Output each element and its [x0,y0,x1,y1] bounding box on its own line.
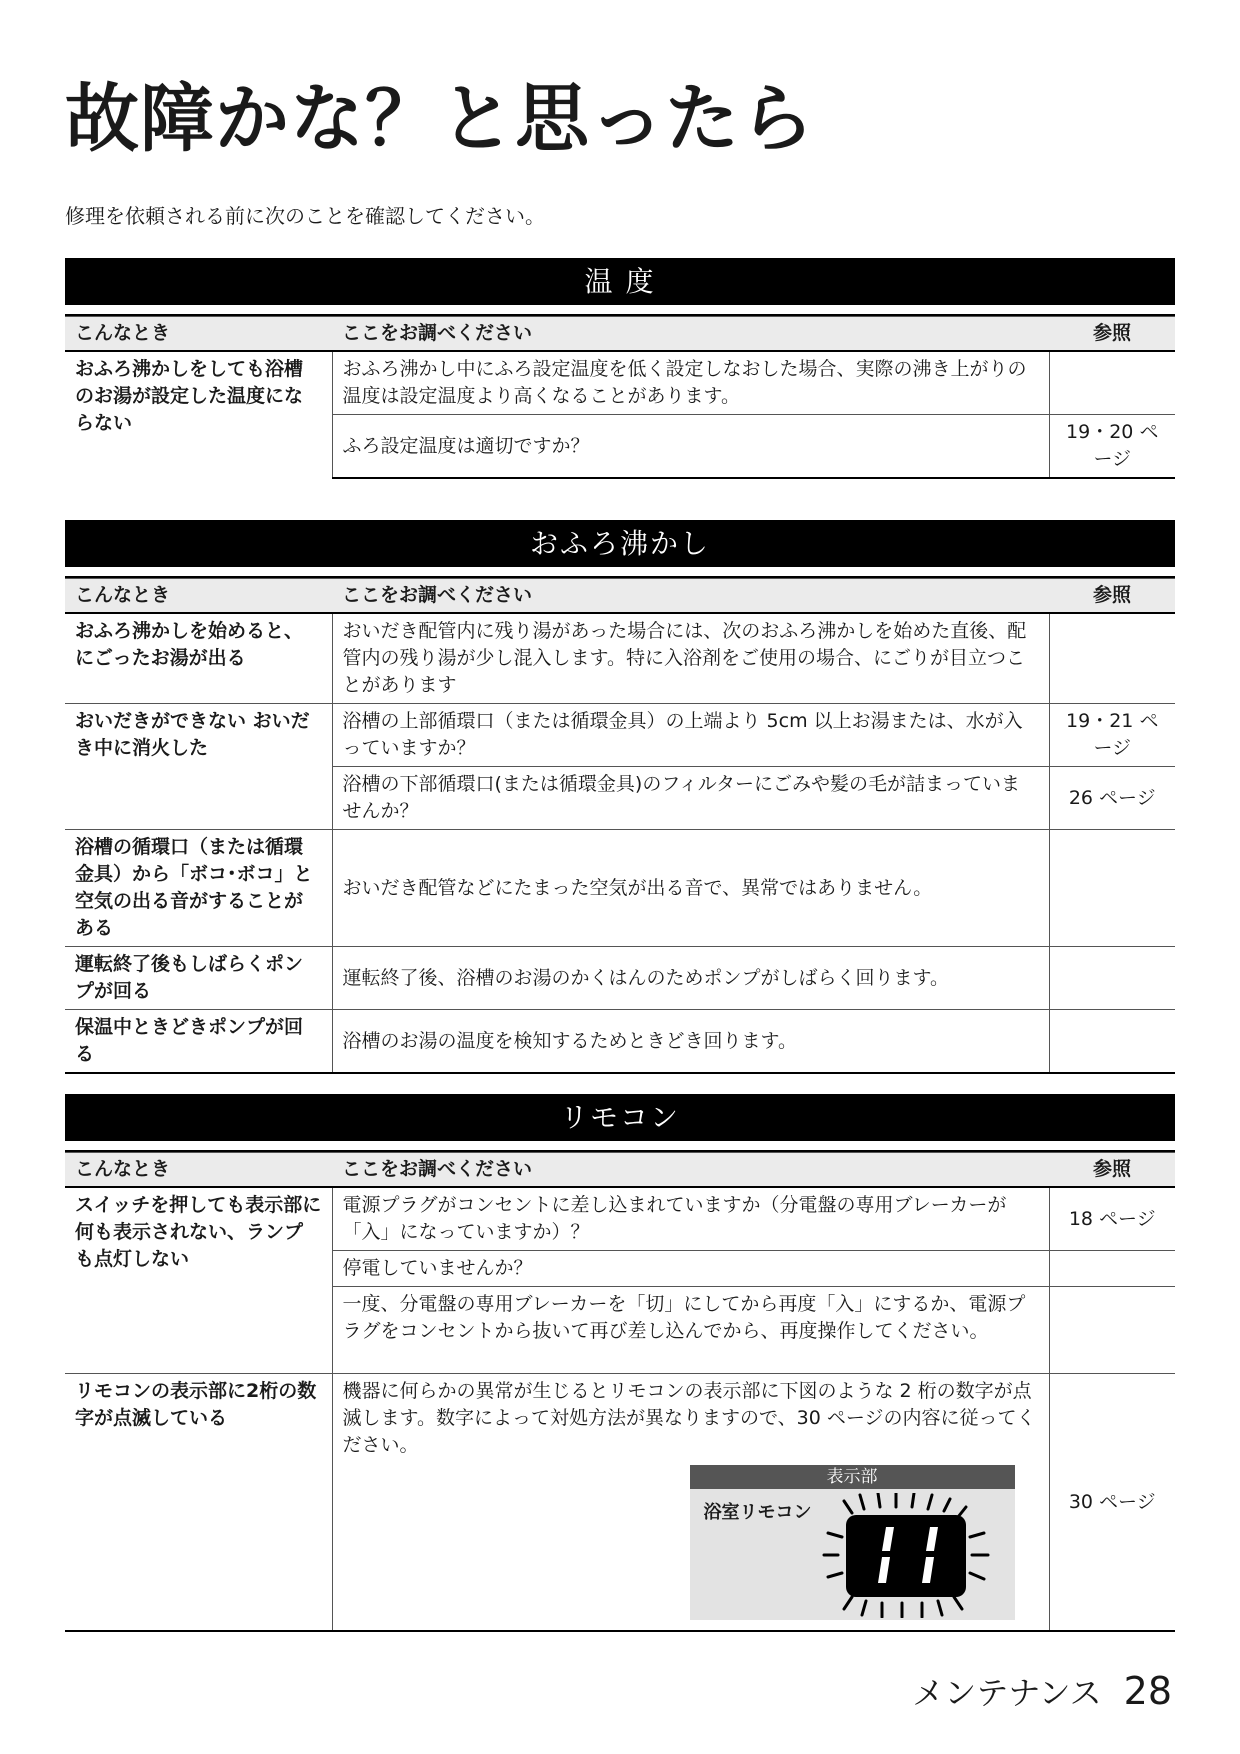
symptom-cell: 運転終了後もしばらくポンプが回る [65,947,332,1010]
symptom-cell: 保温中ときどきポンプが回る [65,1010,332,1074]
symptom-cell: おふろ沸かしを始めると、にごったお湯が出る [65,613,332,704]
column-header-ref: 参照 [1049,1153,1175,1188]
symptom-cell: 浴槽の循環口（または循環金具）から「ボコ･ボコ」と空気の出る音がすることがある [65,830,332,947]
ref-cell [1049,351,1175,415]
ref-cell [1049,830,1175,947]
check-cell: 浴槽の下部循環口(または循環金具)のフィルターにごみや髪の毛が詰まっていませんか？ [332,767,1049,830]
symptom-cell: スイッチを押しても表示部に何も表示されない、ランプも点灯しない [65,1187,332,1374]
symptom-cell: リモコンの表示部に2桁の数字が点滅している [65,1374,332,1632]
page-number: 28 [1123,1669,1172,1713]
check-cell: 浴槽のお湯の温度を検知するためときどき回ります。 [332,1010,1049,1074]
footer-section-label: メンテナンス [912,1674,1102,1712]
page-title: 故障かな？と思ったら [65,76,815,162]
column-header-when: こんなとき [65,317,332,352]
table-row [65,704,1175,767]
section-bath-heating [65,520,1175,1074]
check-cell: おいだき配管などにたまった空気が出る音で、異常ではありません。 [332,830,1049,947]
column-header-ref: 参照 [1049,317,1175,352]
check-cell: 停電していませんか？ [332,1251,1049,1287]
blinking-digits-icon [820,1493,995,1618]
table-row [65,830,1175,947]
section-remote [65,1094,1175,1632]
section-title: リモコン [65,1094,1175,1141]
check-cell [332,1374,1049,1632]
section-title: 温 度 [65,258,1175,305]
column-header-check: ここをお調べください [332,1153,1049,1188]
ref-cell [1049,613,1175,704]
ref-cell: 26 ページ [1049,767,1175,830]
table-row [65,1187,1175,1251]
ref-cell: 19・21 ページ [1049,704,1175,767]
ref-cell: 19・20 ページ [1049,415,1175,479]
check-cell: 浴槽の上部循環口（または循環金具）の上端より 5cm 以上お湯または、水が入っていますか？ [332,704,1049,767]
table-row [65,351,1175,415]
table-row [65,1010,1175,1074]
section-temperature [65,258,1175,479]
table-row [65,613,1175,704]
ref-cell [1049,947,1175,1010]
symptom-cell: おふろ沸かしをしても浴槽のお湯が設定した温度にならない [65,351,332,478]
check-cell: おいだき配管内に残り湯があった場合には、次のおふろ沸かしを始めた直後、配管内の残り湯が少し混入します。特に入浴剤をご使用の場合、にごりが目立つことがあります [332,613,1049,704]
check-cell: 電源プラグがコンセントに差し込まれていますか（分電盤の専用ブレーカーが「入」になっていますか）？ [332,1187,1049,1251]
ref-cell: 18 ページ [1049,1187,1175,1251]
ref-cell [1049,1010,1175,1074]
page-footer [912,1668,1172,1714]
check-cell: ふろ設定温度は適切ですか？ [332,415,1049,479]
column-header-check: ここをお調べください [332,317,1049,352]
figure-label: 浴室リモコン [703,1502,812,1523]
figure-header: 表示部 [690,1465,1015,1489]
troubleshoot-table [65,578,1175,1074]
symptom-cell: おいだきができない おいだき中に消火した [65,704,332,830]
column-header-when: こんなとき [65,579,332,614]
section-title: おふろ沸かし [65,520,1175,567]
check-cell: 運転終了後、浴槽のお湯のかくはんのためポンプがしばらく回ります。 [332,947,1049,1010]
table-row [65,1374,1175,1632]
check-cell: 一度、分電盤の専用ブレーカーを「切」にしてから再度「入」にするか、電源プラグをコンセントから抜いて再び差し込んでから、再度操作してください。 [332,1287,1049,1374]
troubleshoot-table [65,316,1175,479]
ref-cell [1049,1251,1175,1287]
check-cell: おふろ沸かし中にふろ設定温度を低く設定しなおした場合、実際の沸き上がりの温度は設定温度より高くなることがあります。 [332,351,1049,415]
table-row [65,947,1175,1010]
column-header-ref: 参照 [1049,579,1175,614]
remote-display-figure [690,1465,1015,1620]
column-header-when: こんなとき [65,1153,332,1188]
ref-cell: 30 ページ [1049,1374,1175,1632]
check-text: 機器に何らかの異常が生じるとリモコンの表示部に下図のような 2 桁の数字が点滅します。数字によって対処方法が異なりますので、30 ページの内容に従ってください。 [342,1380,1036,1456]
intro-text: 修理を依頼される前に次のことを確認してください。 [65,204,545,228]
column-header-check: ここをお調べください [332,579,1049,614]
ref-cell [1049,1287,1175,1374]
troubleshoot-table [65,1152,1175,1632]
